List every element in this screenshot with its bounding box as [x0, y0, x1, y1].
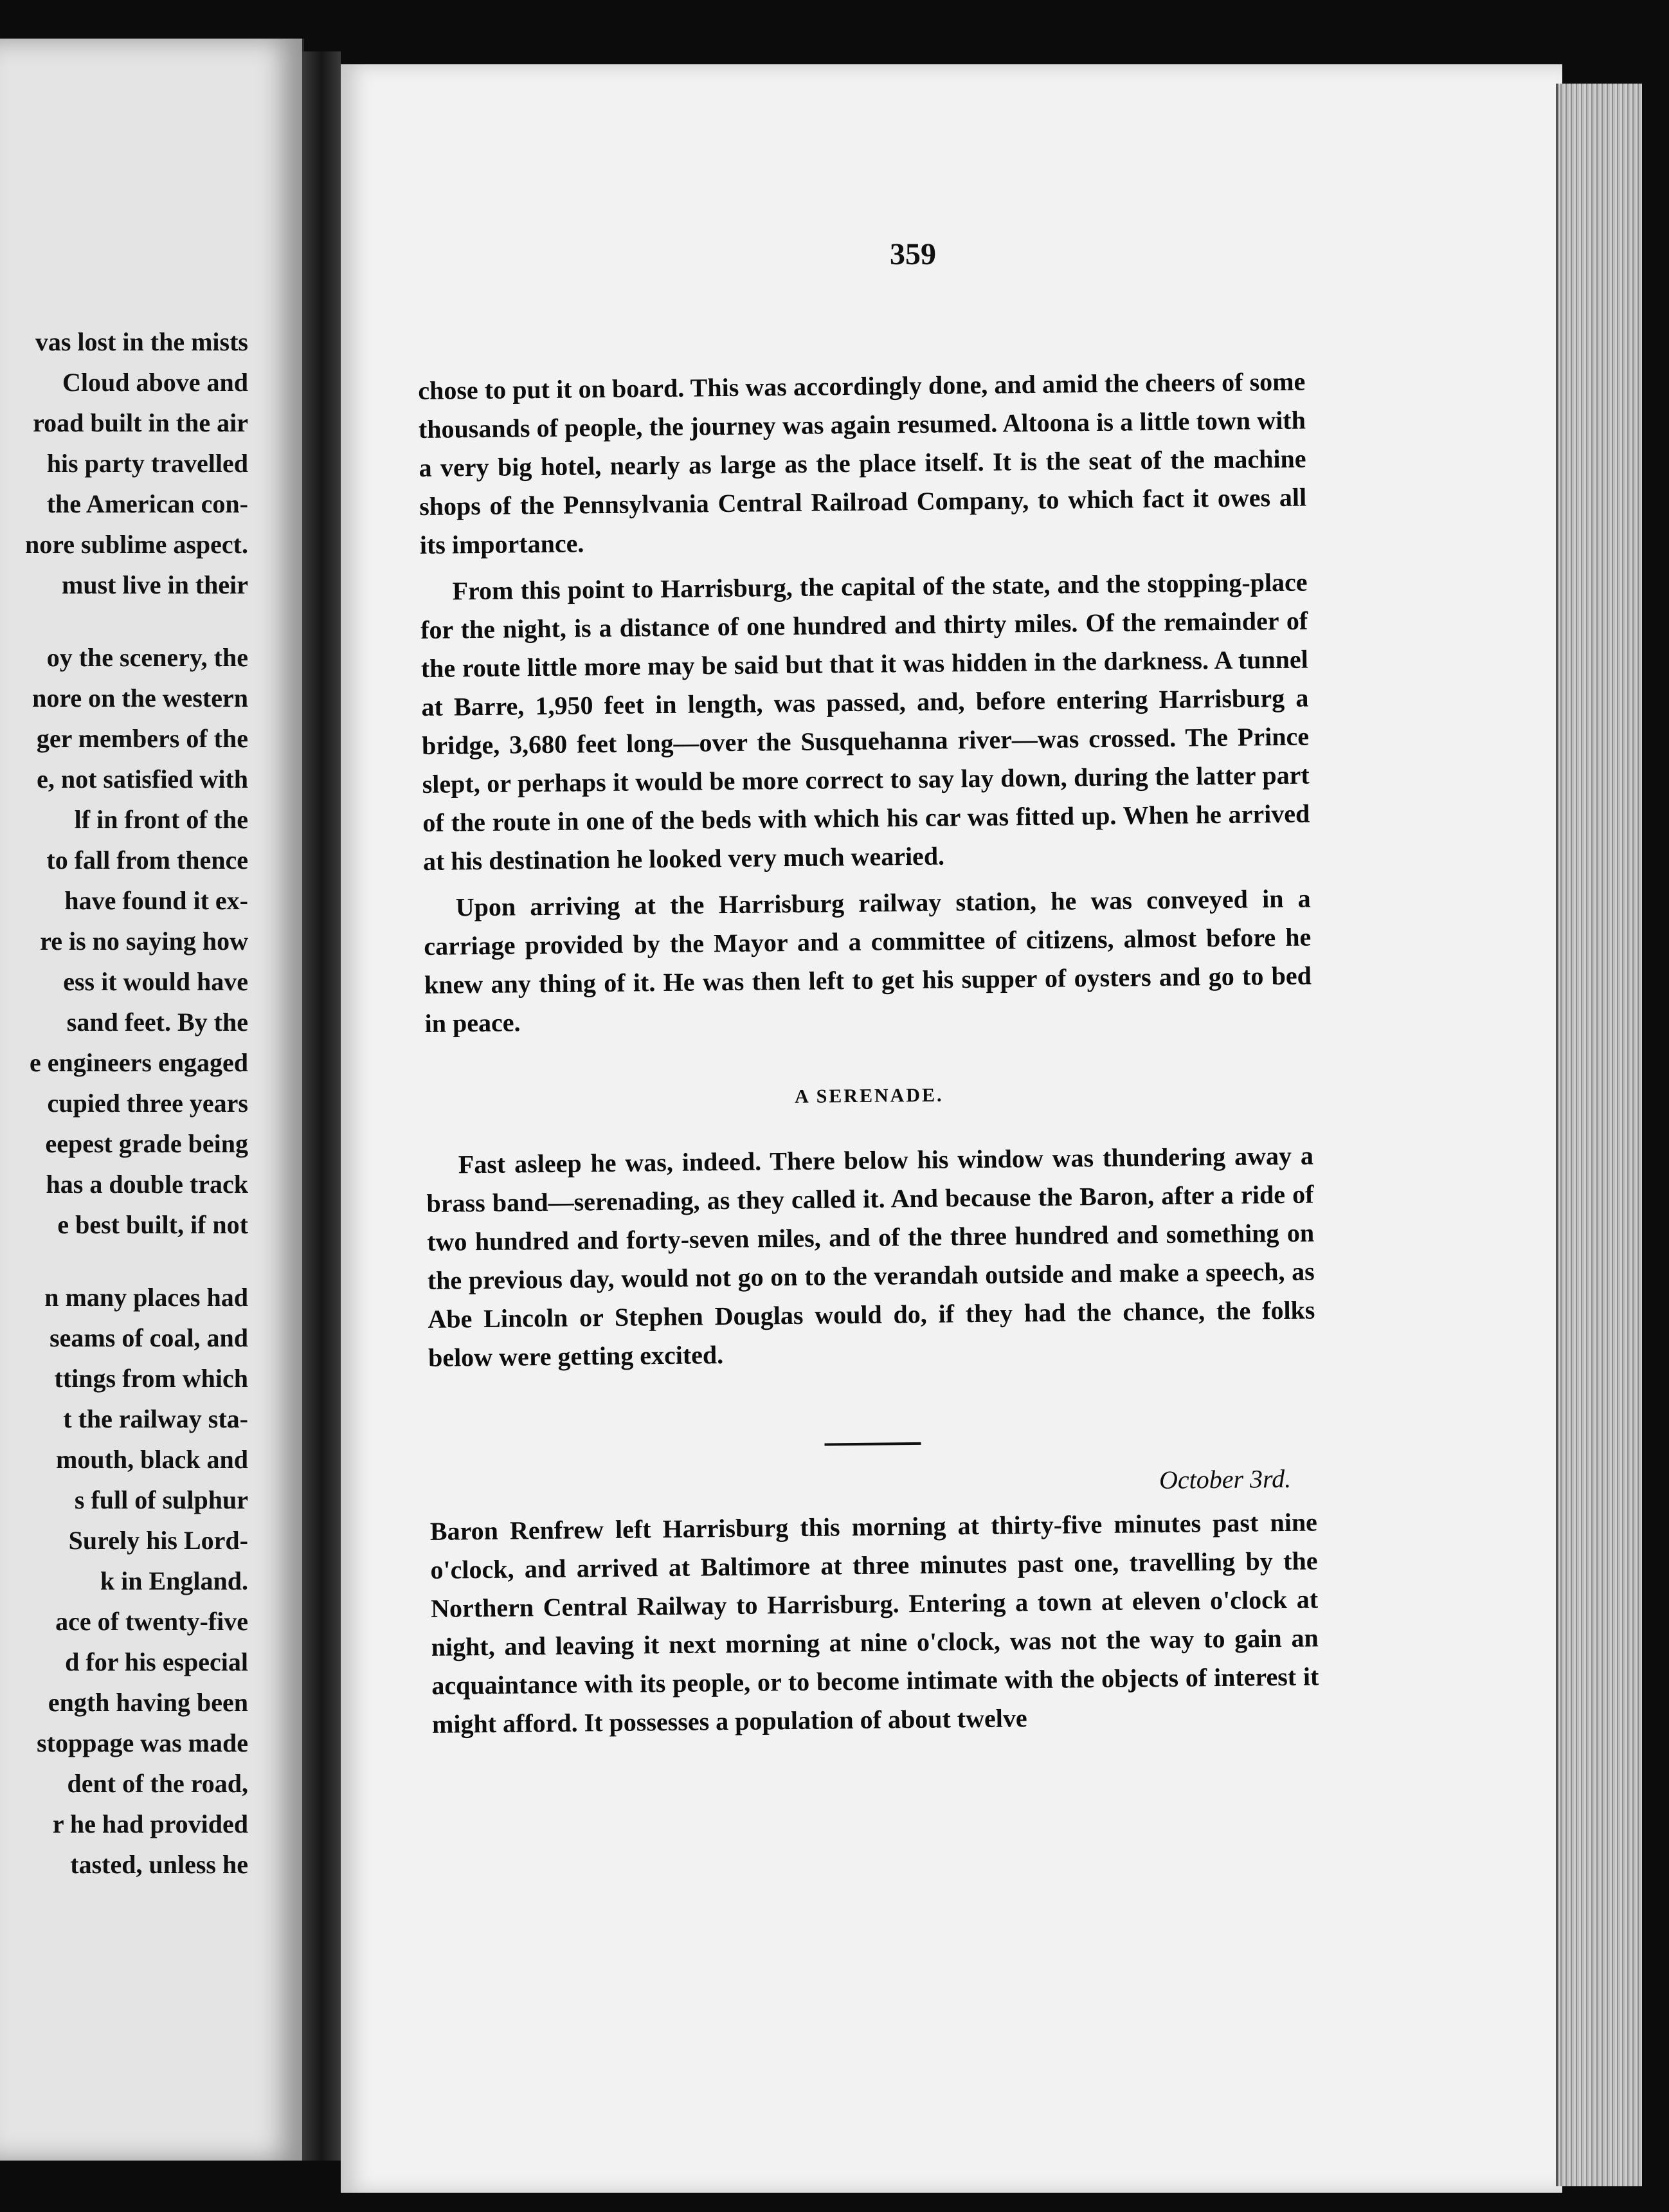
paragraph-text: Upon arriving at the Harrisburg railway station, he was conveyed in a carriage provided by the Mayor and a committee of citizens, almost before he knew any thing of it. He was then left to get his supper of oysters and go to bed in peace. [424, 884, 1312, 1038]
left-page-line: cupied three years [47, 1089, 248, 1118]
paragraph-text: chose to put it on board. This was accordingly done, and amid the cheers of some thousands of people, the journey was again resumed. Altoona is a little town with a very big hotel, nearly as large as the place itself. It is the seat of the machine shops of the Pennsylvania Central Railroad Company, to which fact it owes all its importance. [418, 367, 1307, 559]
left-page-line: e best built, if not [57, 1210, 248, 1239]
left-page-line: the American con- [46, 489, 248, 518]
left-page-line: oy the scenery, the [46, 643, 248, 672]
left-page-line: ess it would have [63, 967, 248, 996]
left-page-line: eepest grade being [45, 1129, 248, 1158]
page-number: 359 [890, 237, 936, 271]
left-page-line: e, not satisfied with [37, 765, 248, 793]
left-page-line: road built in the air [33, 408, 248, 437]
left-page-line: r he had provided [52, 1809, 248, 1838]
paragraph [426, 1136, 1316, 1377]
left-page-line: ace of twenty-five [55, 1607, 248, 1636]
left-page-line: ttings from which [54, 1364, 248, 1393]
left-page-line: t the railway sta- [63, 1404, 248, 1433]
left-page-line: have found it ex- [64, 886, 248, 915]
left-page-line: s full of sulphur [74, 1485, 248, 1514]
book-gutter [302, 51, 341, 2161]
paragraph [418, 363, 1307, 565]
left-page-line: lf in front of the [74, 805, 248, 834]
left-page-text [0, 322, 248, 1885]
left-page-line: dent of the road, [67, 1769, 248, 1798]
left-page-line: n many places had [44, 1283, 248, 1312]
left-page-line: nore on the western [32, 684, 248, 712]
left-page-line: stoppage was made [37, 1728, 248, 1757]
left-page-line: k in England. [100, 1566, 248, 1595]
right-page [341, 64, 1562, 2193]
body-text [418, 363, 1319, 1744]
page-block-edge [1556, 84, 1642, 2186]
paragraph [423, 880, 1312, 1043]
divider-rule [824, 1442, 921, 1446]
date-line: October 3rd. [1159, 1464, 1292, 1495]
paragraph-text: From this point to Harrisburg, the capital of the state, and the stopping-place for the night, is a distance of one hundred and thirty miles. Of the remainder of the route little more may be said but that it was hidden in the darkness. A tunnel at Barre, 1,950 feet in length, was passed, and, before entering Harrisburg a bridge, 3,680 feet long—over the Susquehanna river—was crossed. The Prince slept, or perhaps it would be more correct to say lay down, during the latter part of the route in one of the beds with which his car was fitted up. When he arrived at his destination he looked very much wearied. [420, 567, 1310, 876]
paragraph-text: Fast asleep he was, indeed. There below his window was thundering away a brass band—serenading, as they called it. And because the Baron, after a ride of two hundred and forty-seven miles, and of the three hundred and something on the previous day, would not go on to the verandah outside and make a speech, as Abe Lincoln or Stephen Douglas would do, if they had the chance, the folks below were getting excited. [426, 1141, 1315, 1372]
left-page-line: ger members of the [36, 724, 248, 753]
left-page-line: e engineers engaged [30, 1048, 248, 1077]
left-page-line: vas lost in the mists [35, 327, 248, 356]
paragraph [430, 1503, 1320, 1743]
section-heading: A SERENADE. [794, 1084, 944, 1107]
paragraph-text: Baron Renfrew left Harrisburg this morning at thirty-five minutes past nine o'clock, and arrived at Baltimore at three minutes past one, travelling by the Northern Central Railway to Harrisburg. Entering a town at eleven o'clock at night, and leaving it next morning at nine o'clock, was not the way to gain an acquaintance with its people, or to become intimate with the objects of interest it might afford. It possesses a population of about twelve [429, 1507, 1319, 1739]
left-page-line: tasted, unless he [70, 1850, 248, 1879]
left-page-line: seams of coal, and [50, 1323, 248, 1352]
paragraph [420, 563, 1310, 881]
section-divider [429, 1413, 1317, 1460]
left-page [0, 39, 304, 2161]
left-page-line: his party travelled [46, 449, 248, 478]
left-page-line: ength having been [48, 1688, 248, 1717]
left-page-line: must live in their [62, 570, 248, 599]
left-page-line: d for his especial [65, 1647, 248, 1676]
left-page-line: sand feet. By the [66, 1008, 248, 1037]
left-page-line: has a double track [46, 1170, 248, 1199]
left-page-line: Surely his Lord- [68, 1526, 248, 1555]
left-page-line: re is no saying how [40, 927, 248, 956]
left-page-line: to fall from thence [46, 846, 248, 875]
left-page-line: Cloud above and [62, 368, 248, 397]
left-page-line: mouth, black and [56, 1445, 248, 1474]
left-page-line: nore sublime aspect. [24, 530, 248, 559]
